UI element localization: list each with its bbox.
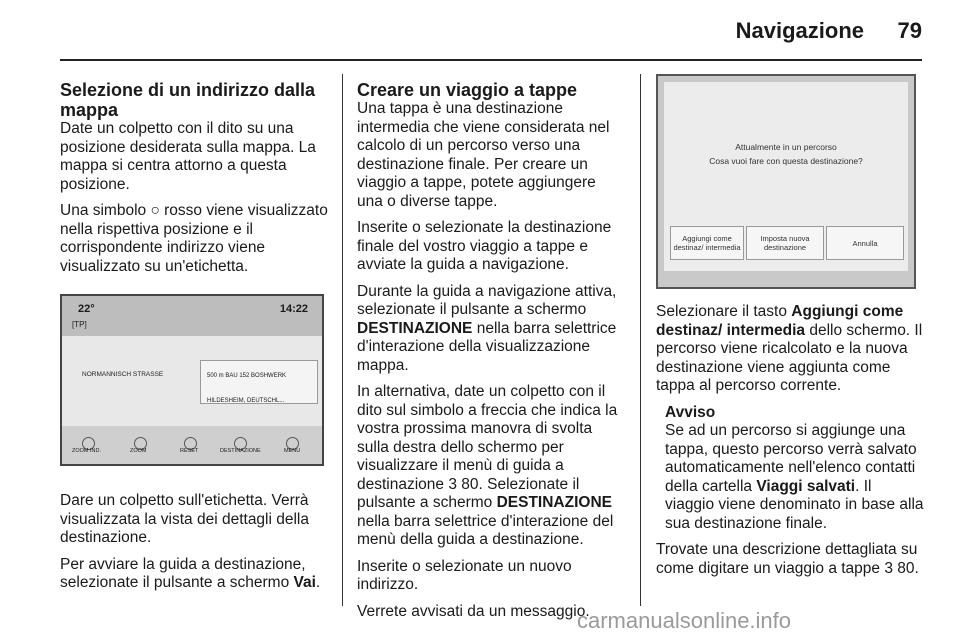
column-3 — [656, 80, 924, 586]
dialog-screen-figure — [656, 74, 916, 289]
dialog-line-2: Cosa vuoi fare con questa destinazione? — [709, 156, 863, 166]
paragraph: Per avviare la guida a destinazione, selezionate il pulsante a schermo Vai. — [60, 555, 321, 591]
header-rule — [60, 59, 922, 61]
paragraph: Una simbolo ○ rosso viene visualizzato nella rispettiva posizione e il corrispondente indirizzo viene visualizzato su un'etichetta. — [60, 202, 328, 275]
tp-label: [TP] — [72, 320, 87, 329]
page-number: 79 — [897, 18, 922, 43]
address-label-popup: 500 m BAU 152 BOSHWERK HILDESHEIM, DEUTSCHL... — [200, 360, 318, 404]
page-reference: 3 80 — [884, 559, 915, 577]
column-divider — [640, 74, 641, 606]
paragraph: Inserite o selezionate un nuovo indirizzo. — [357, 557, 572, 593]
page-reference: 3 80 — [448, 475, 479, 493]
section-title: Navigazione — [735, 18, 864, 43]
new-destination-button: Imposta nuova destinazione — [746, 226, 824, 260]
temperature: 22° — [78, 303, 95, 315]
reset-label: RESET — [180, 447, 199, 454]
cancel-button: Annulla — [826, 226, 904, 260]
menu-label: MENU — [284, 447, 301, 454]
note-title: Avviso — [665, 403, 716, 421]
paragraph: Una tappa è una destinazione intermedia che viene considerata nel calcolo di un percorso verso una destinazione finale. Per creare un viaggio a tappe, potete aggiungere una o diverse tappe. — [357, 100, 610, 210]
watermark: carmanualsonline.info — [577, 608, 792, 633]
paragraph: In alternativa, date un colpetto con il dito sul simbolo a freccia che indica la vostra prossima manovra di svolta sulla destra dello schermo per visualizzare il menù di guida a destinazione 3 80. Selezionate il pulsante a schermo DESTINAZIONE nella barra selettrice d'interazione del menù della guida a destinazione. — [357, 383, 618, 548]
zoom-label: ZOOM — [130, 447, 147, 454]
paragraph: Date un colpetto con il dito su una posizione desiderata sulla mappa. La mappa si centra attorno a questa posizione. — [60, 120, 316, 193]
note-box — [665, 404, 924, 534]
heading-create-trip: Creare un viaggio a tappe — [357, 80, 578, 100]
column-divider — [342, 74, 343, 606]
clock: 14:22 — [279, 303, 308, 315]
paragraph: Inserite o selezionate la destinazione finale del vostro viaggio a tappe e avviate la guida a navigazione. — [357, 219, 612, 273]
map-screen-figure — [60, 294, 324, 466]
circle-symbol-icon: ○ — [150, 202, 160, 219]
zoom-out-label: ZOOM IND. — [72, 447, 102, 454]
add-waypoint-button: Aggiungi come destinaz/ intermedia — [670, 226, 744, 260]
heading-select-address: Selezione di un indirizzo dalla mappa — [60, 80, 316, 120]
column-2 — [357, 80, 624, 629]
paragraph: Selezionare il tasto Aggiungi come destinaz/ intermedia dello schermo. Il percorso viene ricalcolato e la nuova destinazione viene aggiunta come tappa al percorso corrente. — [656, 303, 923, 394]
paragraph: Trovate una descrizione dettagliata su come digitare un viaggio a tappe 3 80. — [656, 541, 919, 577]
street-label: NORMANNISCH STRASSE — [82, 371, 164, 378]
paragraph: Verrete avvisati da un messaggio. — [357, 602, 590, 620]
note-text: Se ad un percorso si aggiunge una tappa, questo percorso verrà salvato automaticamente nell'elenco contatti della cartella Viaggi salvati. Il viaggio viene denominato in base alla sua destinazione finale. — [665, 422, 924, 532]
paragraph: Durante la guida a navigazione attiva, selezionate il pulsante a schermo DESTINAZIONE nella barra selettrice d'interazione della visualizzazione mappa. — [357, 282, 617, 374]
column-1 — [60, 80, 328, 601]
dialog-line-1: Attualmente in un percorso — [735, 142, 837, 152]
paragraph: Dare un colpetto sull'etichetta. Verrà visualizzata la vista dei dettagli della destinazione. — [60, 492, 309, 546]
page-header — [0, 0, 960, 60]
destination-label: DESTINAZIONE — [220, 447, 261, 454]
